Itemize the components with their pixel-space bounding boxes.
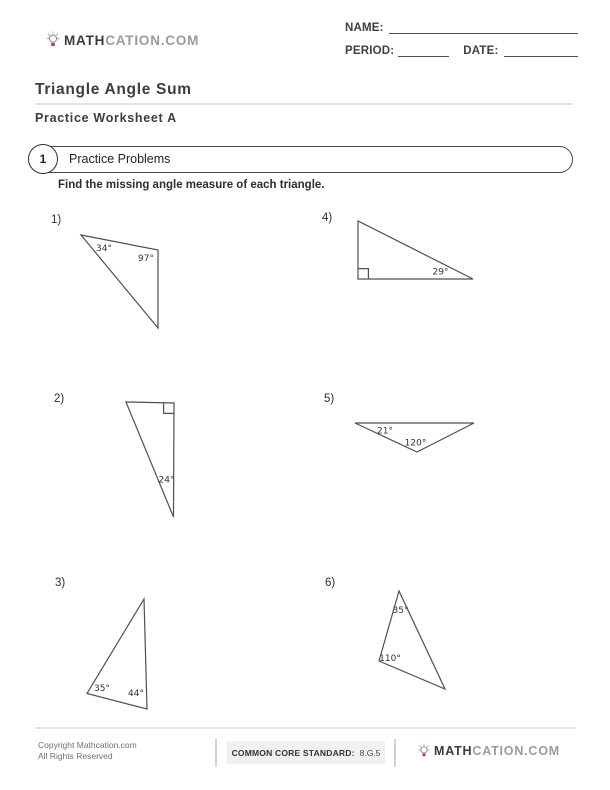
standard-value: 8.G.5: [359, 747, 381, 758]
brand-light: CATION.COM: [105, 32, 200, 48]
page-title: Triangle Angle Sum: [35, 81, 192, 98]
period-blank-line: [398, 44, 449, 57]
angle-label: 35°: [94, 684, 110, 694]
angle-label: 24°: [158, 475, 175, 486]
section-number: 1: [39, 152, 47, 166]
angle-label: 34°: [96, 244, 112, 254]
angle-label: 120°: [404, 438, 427, 449]
name-label: NAME:: [345, 22, 384, 34]
date-label: DATE:: [463, 45, 499, 57]
section-number-badge: [28, 144, 58, 174]
copyright-text: [38, 740, 137, 762]
problem-6-number: 6): [325, 577, 336, 589]
copyright-line-2: All Rights Reserved: [38, 751, 113, 761]
period-date-row: [345, 44, 578, 57]
lightbulb-icon: [46, 31, 60, 49]
right-angle-marker: [164, 403, 174, 413]
brand-text: [64, 33, 199, 48]
section-banner: [35, 146, 573, 173]
period-label: PERIOD:: [345, 45, 395, 57]
date-blank-line: [504, 44, 578, 57]
footer-logo: [418, 743, 560, 759]
header-logo: [46, 31, 199, 49]
problem-5-number: 5): [324, 393, 335, 405]
triangle-outline: [126, 402, 174, 517]
angle-label: 21°: [377, 426, 393, 437]
footer-separator-left: [215, 739, 217, 767]
problem-4-number: 4): [322, 212, 333, 224]
brand-bold: MATH: [64, 32, 106, 48]
footer-separator-right: [394, 739, 396, 767]
brand-text: [434, 744, 560, 758]
standard-label: COMMON CORE STANDARD:: [231, 747, 355, 758]
angle-label: 35°: [392, 606, 409, 616]
section-title: Practice Problems: [69, 152, 171, 166]
angle-label: 29°: [432, 267, 449, 278]
angle-label: 110°: [379, 654, 401, 664]
problem-3-triangle: [75, 585, 165, 720]
triangle-outline: [358, 221, 473, 279]
problem-1-triangle: [70, 225, 170, 335]
angle-label: 97°: [138, 254, 154, 264]
problem-2-number: 2): [54, 393, 65, 405]
copyright-line-1: Copyright Mathcation.com: [38, 740, 137, 750]
name-blank-line: [389, 21, 578, 34]
brand-light: CATION.COM: [472, 744, 560, 758]
common-core-standard-box: [227, 741, 385, 764]
problem-4-triangle: [345, 210, 490, 295]
brand-bold: MATH: [434, 744, 473, 758]
angle-label: 44°: [128, 689, 144, 699]
problem-3-number: 3): [55, 577, 66, 589]
right-angle-marker: [358, 269, 368, 279]
problem-6-triangle: [365, 580, 460, 700]
triangle-outline: [81, 235, 158, 328]
footer-divider: [35, 727, 575, 729]
student-fields: [345, 21, 578, 67]
problem-1-number: 1): [51, 214, 62, 226]
instructions-text: Find the missing angle measure of each triangle.: [58, 179, 325, 191]
problem-5-triangle: [340, 410, 490, 465]
page-subtitle: Practice Worksheet A: [35, 111, 177, 125]
lightbulb-icon: [418, 743, 430, 759]
triangle-outline: [379, 591, 445, 689]
title-divider: [35, 103, 573, 105]
name-field-row: [345, 21, 578, 34]
problem-2-triangle: [115, 395, 185, 525]
